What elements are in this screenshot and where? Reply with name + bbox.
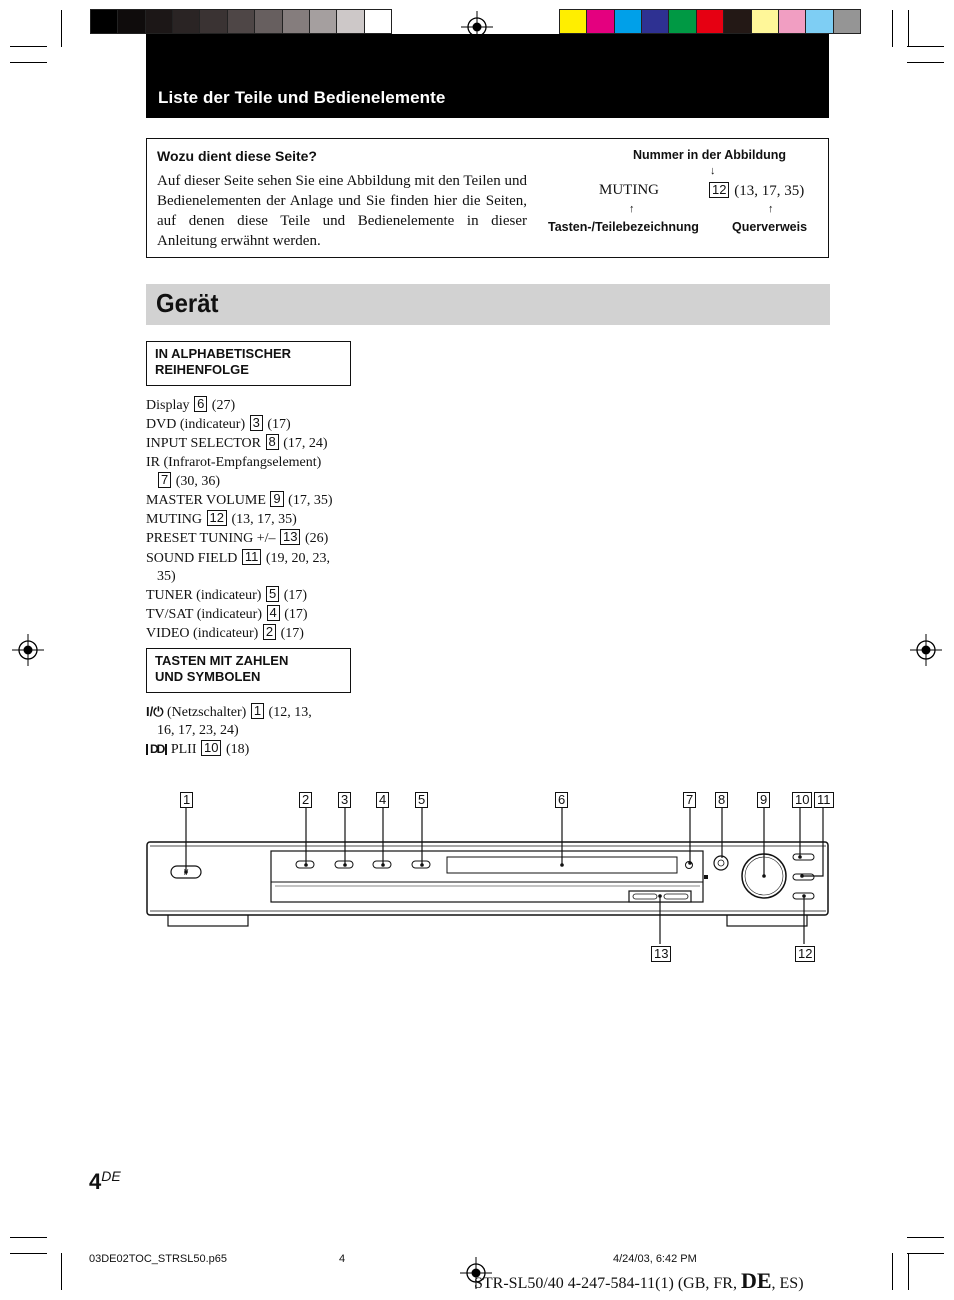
entry-number-box: 1 — [251, 703, 264, 719]
symbols-list — [146, 703, 356, 760]
entry-number-box: 10 — [201, 740, 221, 756]
callout-label-5: 5 — [415, 792, 428, 808]
crop-mark — [10, 62, 47, 63]
front-panel-diagram — [0, 780, 954, 980]
callout-label-13: 13 — [651, 946, 671, 962]
entry-refs: (17) — [267, 417, 291, 433]
crop-mark — [907, 46, 944, 47]
list-item — [146, 491, 356, 510]
callout-label-9: 9 — [757, 792, 770, 808]
legend-name: MUTING — [599, 182, 659, 198]
chapter-header — [146, 34, 829, 118]
entry-refs: (19, 20, 23, — [265, 550, 331, 566]
gray-swatch — [310, 10, 337, 33]
entry-number-box: 8 — [266, 434, 279, 450]
color-calibration-bar — [559, 9, 861, 34]
entry-name: TV/SAT (indicateur) — [146, 607, 262, 623]
entry-number-box: 3 — [250, 415, 263, 431]
crop-mark — [907, 1253, 944, 1254]
symbols-heading-line2: UND SYMBOLEN — [155, 669, 261, 684]
color-swatch — [779, 10, 806, 33]
color-swatch — [615, 10, 642, 33]
list-item — [146, 740, 356, 759]
dolby-symbol: DD — [146, 744, 167, 755]
list-item — [146, 586, 356, 605]
callout-label-10: 10 — [792, 792, 812, 808]
symbols-heading-box — [146, 648, 351, 693]
footer-file-page: 4 — [339, 1253, 346, 1265]
list-item — [146, 510, 356, 529]
entry-name: TUNER (indicateur) — [146, 588, 262, 604]
entry-refs: (13, 17, 35) — [231, 512, 297, 528]
crop-mark — [907, 1237, 944, 1238]
entry-name: INPUT SELECTOR — [146, 436, 261, 452]
callout-label-11: 11 — [814, 792, 834, 808]
page-number — [89, 1168, 121, 1195]
crop-mark — [10, 46, 47, 47]
entry-number-box: 11 — [242, 549, 262, 565]
entry-refs: (26) — [304, 531, 329, 547]
callout-label-12: 12 — [795, 946, 815, 962]
gray-swatch — [118, 10, 145, 33]
entry-number-box: 4 — [267, 605, 280, 621]
footer-date: 4/24/03, 6:42 PM — [613, 1253, 697, 1265]
power-symbol: I/⏻ — [146, 704, 164, 719]
callout-label-2: 2 — [299, 792, 312, 808]
gray-swatch — [200, 10, 227, 33]
alphabetical-heading-line2: REIHENFOLGE — [155, 362, 249, 377]
list-item-continuation: 16, 17, 23, 24) — [157, 723, 239, 739]
entry-refs: (17) — [284, 607, 308, 623]
callout-label-4: 4 — [376, 792, 389, 808]
crop-mark — [61, 10, 62, 47]
model-prefix: STR-SL50/40 4-247-584-11(1) (GB, FR, — [474, 1275, 737, 1292]
arrow-up-icon: ↑ — [768, 203, 774, 215]
list-item-continuation: 35) — [157, 568, 176, 584]
legend-number-label: Nummer in der Abbildung — [633, 148, 787, 162]
gray-swatch — [365, 10, 391, 33]
entry-number-box: 12 — [207, 510, 227, 526]
gray-swatch — [283, 10, 310, 33]
model-language: DE — [740, 1268, 772, 1293]
arrow-up-icon: ↑ — [629, 203, 635, 215]
section-header — [146, 284, 830, 325]
color-swatch — [834, 10, 860, 33]
entry-name: PRESET TUNING +/– — [146, 531, 276, 547]
footer-model-line — [474, 1268, 804, 1294]
entry-name: IR (Infrarot-Empfangselement) — [146, 454, 322, 470]
entry-refs: (30, 36) — [175, 473, 221, 489]
entry-name: MASTER VOLUME — [146, 493, 266, 509]
footer-file-name: 03DE02TOC_STRSL50.p65 — [89, 1253, 227, 1265]
list-item — [146, 415, 356, 434]
callout-label-3: 3 — [338, 792, 351, 808]
callout-label-6: 6 — [555, 792, 568, 808]
list-item — [146, 624, 356, 643]
color-swatch — [697, 10, 724, 33]
legend-number-box: 12 — [709, 182, 729, 198]
gray-swatch — [228, 10, 255, 33]
gray-swatch — [146, 10, 173, 33]
list-item — [146, 605, 356, 624]
entry-refs: (27) — [211, 398, 236, 413]
page-number-suffix: DE — [101, 1168, 121, 1184]
crop-mark — [908, 1253, 909, 1290]
entry-name: DVD (indicateur) — [146, 417, 246, 433]
crop-mark — [61, 1253, 62, 1290]
legend-refs: (13, 17, 35) — [734, 183, 805, 199]
alphabetical-heading-line1: IN ALPHABETISCHER — [155, 346, 292, 361]
entry-number-box: 9 — [270, 491, 283, 507]
entry-refs: (18) — [225, 742, 250, 758]
color-swatch — [642, 10, 669, 33]
list-item — [146, 703, 356, 722]
list-item — [146, 549, 356, 568]
arrow-down-icon: ↓ — [710, 165, 716, 177]
entry-refs: (12, 13, — [268, 705, 312, 720]
crop-mark — [892, 10, 893, 47]
color-swatch — [587, 10, 614, 33]
info-body: Auf dieser Seite sehen Sie eine Abbildung mit den Teilen und Bedienelementen der Anlage und Sie finden hier die Seiten, auf denen diese Teile und Bedienelemente in dieser Anleitung erwähnt werden. — [157, 173, 527, 249]
list-item — [146, 396, 356, 415]
list-item — [146, 529, 356, 548]
color-swatch — [560, 10, 587, 33]
chapter-title: Liste der Teile und Bedienelemente — [158, 88, 446, 107]
crop-mark — [892, 1253, 893, 1290]
gray-swatch — [337, 10, 364, 33]
color-swatch — [669, 10, 696, 33]
entry-number-box: 13 — [280, 529, 300, 545]
legend-example-entry — [708, 182, 804, 200]
list-item — [146, 454, 356, 472]
registration-mark-icon — [910, 634, 942, 666]
color-swatch — [724, 10, 751, 33]
entry-name: SOUND FIELD — [146, 550, 238, 566]
crop-mark — [908, 10, 909, 47]
entry-name: (Netzschalter) — [167, 705, 247, 720]
callout-label-7: 7 — [683, 792, 696, 808]
grayscale-calibration-bar — [90, 9, 392, 34]
legend-name-label: Tasten-/Teilebezeichnung — [548, 220, 699, 234]
gray-swatch — [91, 10, 118, 33]
info-heading: Wozu dient diese Seite? — [157, 148, 317, 164]
entry-number-box: 6 — [194, 396, 207, 412]
entry-number-box: 2 — [263, 624, 276, 640]
section-title: Gerät — [156, 288, 219, 318]
color-swatch — [752, 10, 779, 33]
entry-name: Display — [146, 398, 190, 413]
entry-name: MUTING — [146, 512, 202, 528]
crop-mark — [907, 62, 944, 63]
list-item-continuation — [146, 472, 356, 491]
legend-reference-label: Querverweis — [732, 220, 808, 234]
callout-label-1: 1 — [180, 792, 193, 808]
entry-name: PLII — [170, 742, 197, 758]
info-box — [146, 138, 829, 258]
entry-name: VIDEO (indicateur) — [146, 626, 259, 642]
alphabetical-list — [146, 396, 356, 644]
crop-mark — [10, 1237, 47, 1238]
entry-refs: (17, 24) — [283, 436, 328, 452]
registration-mark-icon — [12, 634, 44, 666]
page-number-value: 4 — [89, 1169, 102, 1194]
symbols-heading-line1: TASTEN MIT ZAHLEN — [155, 653, 289, 668]
callout-label-8: 8 — [715, 792, 728, 808]
entry-refs: (17, 35) — [288, 493, 333, 509]
gray-swatch — [173, 10, 200, 33]
entry-number-box: 7 — [158, 472, 171, 488]
color-swatch — [806, 10, 833, 33]
list-item — [146, 434, 356, 453]
entry-refs: (17) — [283, 588, 308, 604]
entry-number-box: 5 — [266, 586, 279, 602]
crop-mark — [10, 1253, 47, 1254]
entry-refs: (17) — [280, 626, 304, 642]
model-suffix: , ES) — [771, 1275, 804, 1292]
alphabetical-heading-box — [146, 341, 351, 386]
gray-swatch — [255, 10, 282, 33]
